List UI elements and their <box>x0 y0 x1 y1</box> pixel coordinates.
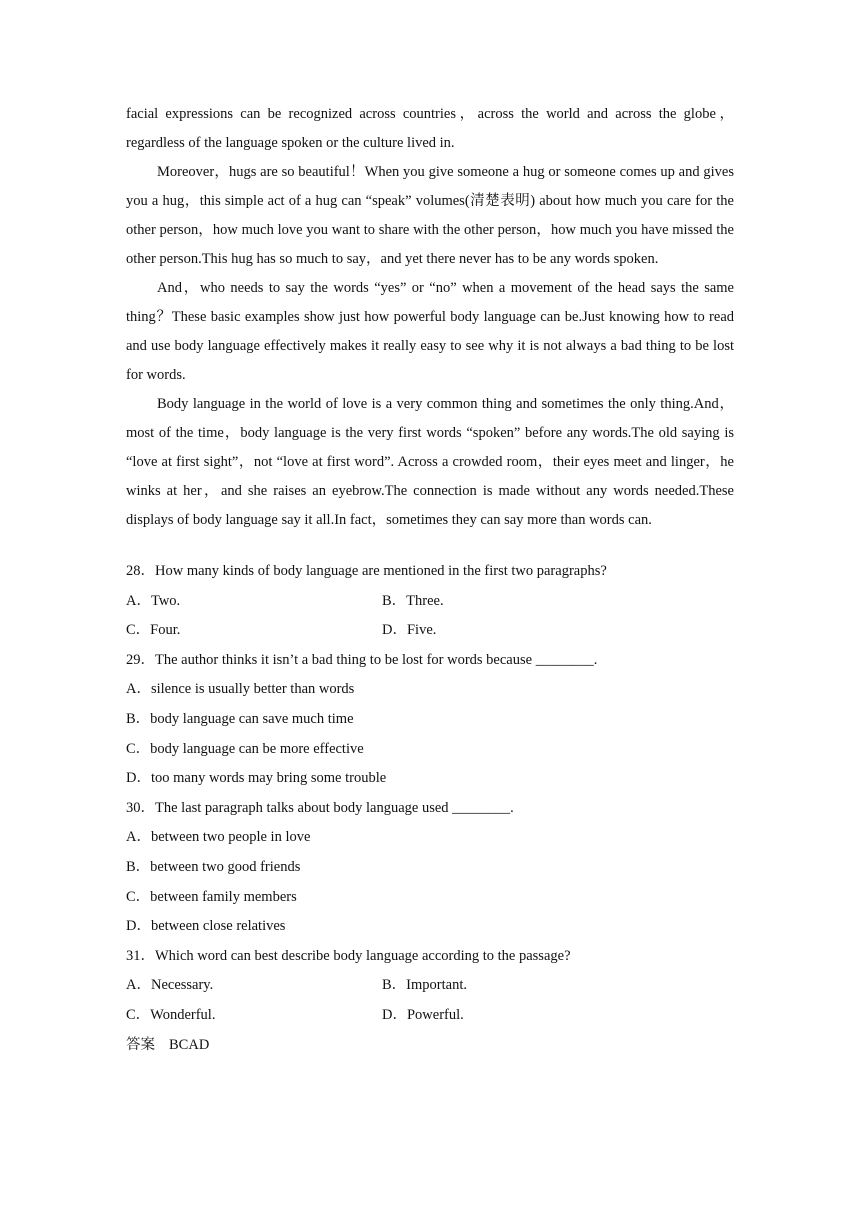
section-gap <box>126 535 734 557</box>
question-28 <box>126 557 734 646</box>
option-d: D．Powerful. <box>382 1006 464 1023</box>
passage-paragraph-4: Body language in the world of love is a very common thing and sometimes the only thing.And，most of the time，body language is the very first words “spoken” before any words.The old saying is “love at first sight”，not “love at first word”. Across a crowded room，their eyes meet and linger，he winks at her，and she raises an eyebrow.The connection is made without any words needed.These displays of body language say it all.In fact，sometimes they can say more than words can. <box>126 396 734 528</box>
question-stem: 31．Which word can best describe body language according to the passage? <box>126 947 571 964</box>
options-row <box>126 587 734 617</box>
answer-label: 答案 <box>126 1036 155 1053</box>
passage-paragraph-3: And，who needs to say the words “yes” or “no” when a movement of the head says the same thing？These basic examples show just how powerful body language can be.Just knowing how to read and use body language effectively makes it really easy to see why it is not always a bad thing to be lost for words. <box>126 280 734 383</box>
options-row <box>126 1001 734 1031</box>
passage-paragraph-2: Moreover，hugs are so beautiful！When you give someone a hug or someone comes up and gives you a hug，this simple act of a hug can “speak” volumes(清楚表明) about how much you care for the other person，how much love you want to share with the other person，how much you have missed the other person.This hug has so much to say，and yet there never has to be any words spoken. <box>126 164 734 267</box>
option-a: A．Necessary. <box>126 977 214 994</box>
answer-line <box>126 1031 734 1061</box>
option-d: D．too many words may bring some trouble <box>126 770 387 787</box>
options-row <box>126 971 734 1001</box>
question-30 <box>126 794 734 942</box>
option-b: B．between two good friends <box>126 858 301 875</box>
answer-value: BCAD <box>169 1036 210 1053</box>
question-29 <box>126 646 734 794</box>
option-b: B．body language can save much time <box>126 710 354 727</box>
question-stem: 30．The last paragraph talks about body language used ________. <box>126 799 514 816</box>
question-stem: 29．The author thinks it isn’t a bad thing to be lost for words because ________. <box>126 651 598 668</box>
options-row <box>126 616 734 646</box>
question-stem: 28．How many kinds of body language are mentioned in the first two paragraphs? <box>126 563 607 579</box>
passage-paragraph-1-continued: facial expressions can be recognized across countries，across the world and across the globe，regardless of the language spoken or the culture lived in. <box>126 106 734 151</box>
option-c: C．Wonderful. <box>126 1006 216 1023</box>
document-page <box>126 100 734 1060</box>
option-a: A．between two people in love <box>126 829 311 846</box>
option-c: C．between family members <box>126 888 297 905</box>
option-c: C．body language can be more effective <box>126 740 364 757</box>
option-c: C．Four. <box>126 622 181 639</box>
option-d: D．between close relatives <box>126 918 286 935</box>
option-b: B．Three. <box>382 592 444 609</box>
option-a: A．silence is usually better than words <box>126 681 355 698</box>
question-31 <box>126 942 734 1031</box>
option-a: A．Two. <box>126 592 181 609</box>
option-d: D．Five. <box>382 622 437 639</box>
option-b: B．Important. <box>382 977 467 994</box>
